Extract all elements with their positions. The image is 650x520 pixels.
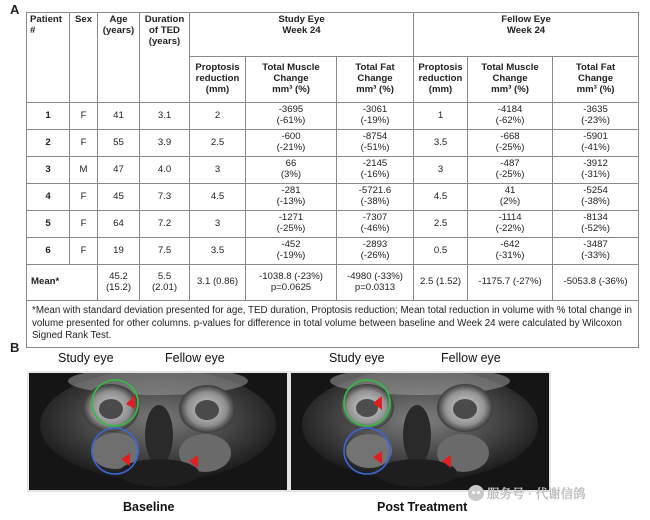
mean-duration: 5.5 (2.01) xyxy=(140,265,190,301)
cell-study-muscle: -600 (-21%) xyxy=(246,130,337,157)
cell-study-proptosis: 3.5 xyxy=(190,238,246,265)
post-fellow-eye-label: Fellow eye xyxy=(441,351,501,365)
cell-patient-id: 4 xyxy=(27,184,70,211)
cell-fellow-fat: -3912 (-31%) xyxy=(553,157,639,184)
mean-label: Mean* xyxy=(27,265,98,301)
cell-patient-id: 3 xyxy=(27,157,70,184)
cell-fellow-fat: -5254 (-38%) xyxy=(553,184,639,211)
watermark xyxy=(468,484,586,502)
footnote-row xyxy=(27,301,639,348)
table-row xyxy=(27,130,639,157)
cell-sex: F xyxy=(70,130,98,157)
cell-study-fat: -3061 (-19%) xyxy=(337,103,414,130)
post-treatment-mri-image xyxy=(289,371,551,492)
cell-study-muscle: 66 (3%) xyxy=(246,157,337,184)
mean-study-fat: -4980 (-33%) p=0.0313 xyxy=(337,265,414,301)
cell-study-proptosis: 4.5 xyxy=(190,184,246,211)
cell-patient-id: 2 xyxy=(27,130,70,157)
mean-row xyxy=(27,265,639,301)
cell-fellow-fat: -8134 (-52%) xyxy=(553,211,639,238)
cell-fellow-muscle: -642 (-31%) xyxy=(468,238,553,265)
panel-label-a: A xyxy=(10,2,20,17)
cell-fellow-proptosis: 3.5 xyxy=(414,130,468,157)
cell-study-proptosis: 2.5 xyxy=(190,130,246,157)
baseline-mri-image xyxy=(27,371,289,492)
post-treatment-caption: Post Treatment xyxy=(377,500,468,514)
cell-fellow-fat: -3487 (-33%) xyxy=(553,238,639,265)
cell-patient-id: 6 xyxy=(27,238,70,265)
results-table xyxy=(26,12,639,348)
cell-study-muscle: -281 (-13%) xyxy=(246,184,337,211)
cell-duration: 7.5 xyxy=(140,238,190,265)
baseline-caption: Baseline xyxy=(123,500,175,514)
cell-age: 55 xyxy=(98,130,140,157)
cell-fellow-fat: -5901 (-41%) xyxy=(553,130,639,157)
mean-age: 45.2 (15.2) xyxy=(98,265,140,301)
cell-fellow-proptosis: 2.5 xyxy=(414,211,468,238)
cell-study-muscle: -452 (-19%) xyxy=(246,238,337,265)
wechat-icon xyxy=(468,485,484,501)
cell-age: 41 xyxy=(98,103,140,130)
cell-duration: 3.1 xyxy=(140,103,190,130)
cell-sex: F xyxy=(70,184,98,211)
mean-study-muscle: -1038.8 (-23%) p=0.0625 xyxy=(246,265,337,301)
cell-fellow-proptosis: 0.5 xyxy=(414,238,468,265)
header-fellow-proptosis: Proptosis reduction (mm) xyxy=(414,57,468,103)
cell-study-proptosis: 3 xyxy=(190,157,246,184)
cell-fellow-proptosis: 1 xyxy=(414,103,468,130)
header-fellow-fat: Total Fat Change mm³ (%) xyxy=(553,57,639,103)
cell-duration: 4.0 xyxy=(140,157,190,184)
table-footnote: *Mean with standard deviation presented for age, TED duration, Proptosis reduction; Mean total reduction in volume with % total change in volume presented for other columns. p-values for difference in total volume between baseline and Week 24 were calculated by Wilcoxon Signed Rank Test. xyxy=(27,301,639,348)
header-row-1 xyxy=(27,13,639,57)
cell-fellow-fat: -3635 (-23%) xyxy=(553,103,639,130)
table-row xyxy=(27,211,639,238)
cell-sex: F xyxy=(70,103,98,130)
header-sex: Sex xyxy=(70,13,98,103)
header-study-proptosis: Proptosis reduction (mm) xyxy=(190,57,246,103)
header-patient: Patient # xyxy=(27,13,70,103)
baseline-fellow-eye-label: Fellow eye xyxy=(165,351,225,365)
mean-fellow-proptosis: 2.5 (1.52) xyxy=(414,265,468,301)
header-fellow-muscle: Total Muscle Change mm³ (%) xyxy=(468,57,553,103)
cell-study-muscle: -3695 (-61%) xyxy=(246,103,337,130)
cell-fellow-muscle: -668 (-25%) xyxy=(468,130,553,157)
mean-fellow-muscle: -1175.7 (-27%) xyxy=(468,265,553,301)
cell-study-fat: -2145 (-16%) xyxy=(337,157,414,184)
cell-duration: 3.9 xyxy=(140,130,190,157)
header-duration: Duration of TED (years) xyxy=(140,13,190,103)
cell-fellow-muscle: 41 (2%) xyxy=(468,184,553,211)
cell-patient-id: 1 xyxy=(27,103,70,130)
cell-study-muscle: -1271 (-25%) xyxy=(246,211,337,238)
cell-fellow-proptosis: 3 xyxy=(414,157,468,184)
cell-study-proptosis: 2 xyxy=(190,103,246,130)
table-row xyxy=(27,238,639,265)
cell-fellow-muscle: -1114 (-22%) xyxy=(468,211,553,238)
cell-sex: M xyxy=(70,157,98,184)
baseline-mri-graphic xyxy=(29,373,287,490)
cell-duration: 7.3 xyxy=(140,184,190,211)
cell-age: 64 xyxy=(98,211,140,238)
header-fellow-eye: Fellow Eye Week 24 xyxy=(414,13,639,57)
table-row xyxy=(27,103,639,130)
post-mri-graphic xyxy=(291,373,549,490)
cell-study-fat: -2893 (-26%) xyxy=(337,238,414,265)
cell-study-proptosis: 3 xyxy=(190,211,246,238)
table-row xyxy=(27,184,639,211)
post-study-eye-label: Study eye xyxy=(329,351,385,365)
header-study-muscle: Total Muscle Change mm³ (%) xyxy=(246,57,337,103)
cell-fellow-muscle: -487 (-25%) xyxy=(468,157,553,184)
header-study-eye: Study Eye Week 24 xyxy=(190,13,414,57)
header-age: Age (years) xyxy=(98,13,140,103)
watermark-text: 服务号 · 代谢信鸽 xyxy=(487,487,586,501)
cell-age: 47 xyxy=(98,157,140,184)
cell-study-fat: -5721.6 (-38%) xyxy=(337,184,414,211)
header-study-fat: Total Fat Change mm³ (%) xyxy=(337,57,414,103)
cell-fellow-proptosis: 4.5 xyxy=(414,184,468,211)
cell-study-fat: -8754 (-51%) xyxy=(337,130,414,157)
baseline-study-eye-label: Study eye xyxy=(58,351,114,365)
mean-fellow-fat: -5053.8 (-36%) xyxy=(553,265,639,301)
mean-study-proptosis: 3.1 (0.86) xyxy=(190,265,246,301)
table-body xyxy=(27,103,639,265)
cell-sex: F xyxy=(70,238,98,265)
cell-sex: F xyxy=(70,211,98,238)
cell-fellow-muscle: -4184 (-62%) xyxy=(468,103,553,130)
cell-duration: 7.2 xyxy=(140,211,190,238)
panel-label-b: B xyxy=(10,340,20,355)
cell-age: 45 xyxy=(98,184,140,211)
cell-study-fat: -7307 (-46%) xyxy=(337,211,414,238)
table-row xyxy=(27,157,639,184)
cell-patient-id: 5 xyxy=(27,211,70,238)
cell-age: 19 xyxy=(98,238,140,265)
